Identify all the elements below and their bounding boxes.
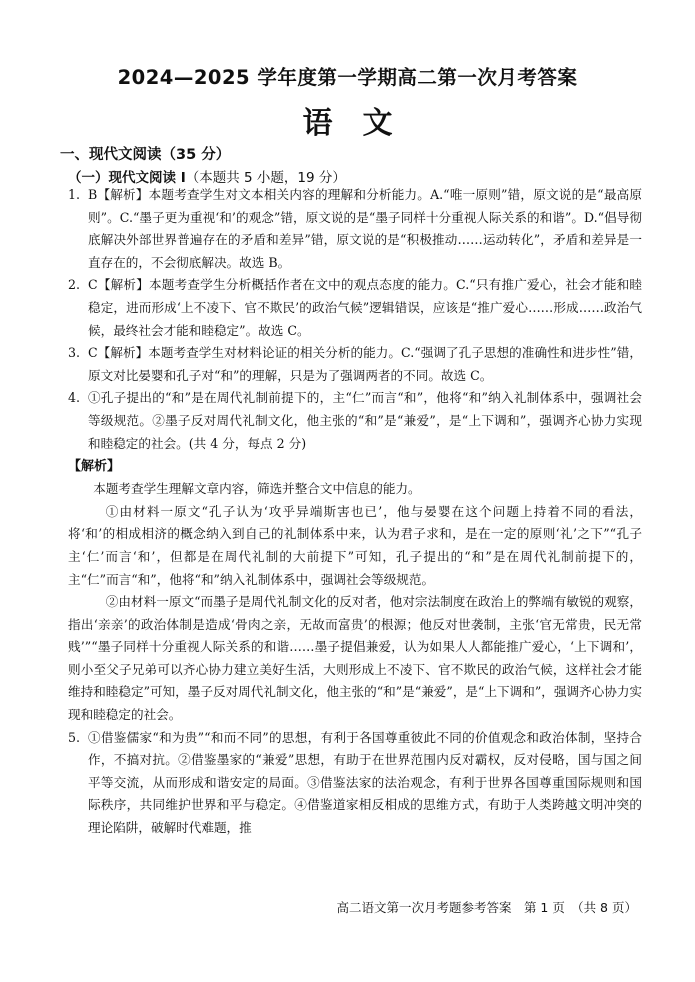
page-footer: 高二语文第一次月考题参考答案 第 1 页 （共 8 页）: [336, 900, 637, 915]
page-title: 2024—2025 学年度第一学期高二第一次月考答案: [117, 66, 578, 89]
analysis-paragraph-1: ①由材料一原文“孔子认为‘攻乎异端斯害也已’，他与晏婴在这个问题上持着不同的看法，将‘和’的相成相济的概念纳入到自己的礼制体系中来，认为君子求和，是在一定的原则‘礼’之下”“孔子主‘仁’而言‘和’，但都是在周代礼制的大前提下”可知，孔子提出的“和”是在周代礼制前提下的，主“仁”而言“和”，他将“和”纳入礼制体系中，强调社会等级规范。: [68, 503, 642, 587]
answer-body: [68, 184, 642, 840]
answer-item-3: [68, 342, 642, 387]
subsection-heading: [68, 166, 346, 186]
answer-item-4: [68, 387, 642, 455]
analysis-heading: 【解析】: [68, 459, 121, 475]
subject-title: 语文: [302, 106, 423, 141]
answer-item-1: [68, 184, 642, 274]
answer-item-2: [68, 274, 642, 342]
answer-item-5: [68, 727, 642, 840]
item-text: B【解析】本题考查学生对文本相关内容的理解和分析能力。A.“唯一原则”错，原文说的是“最高原则”。C.“墨子更为重视‘和’的观念”错，原文说的是“墨子同样十分重视人际关系的和谐”。D.“倡导彻底解决外部世界普遍存在的矛盾和差异”错，原文说的是“积极推动……运动转化”，矛盾和差异是一直存在的，不会彻底解决。故选 B。: [88, 187, 642, 270]
item-text: ①孔子提出的“和”是在周代礼制前提下的，主“仁”而言“和”，他将“和”纳入礼制体系中，强调社会等级规范。②墨子反对周代礼制文化，他主张的“和”是“兼爱”，是“上下调和”，强调齐心协力实现和睦稳定的社会。(共 4 分，每点 2 分): [88, 390, 642, 451]
item-text: ①借鉴儒家“和为贵”“和而不同”的思想，有利于各国尊重彼此不同的价值观念和政治体制，坚持合作，不搞对抗。②借鉴墨家的“兼爱”思想，有助于在世界范围内反对霸权，反对侵略，国与国之间平等交流，从而形成和谐安定的局面。③借鉴法家的法治观念，有利于世界各国尊重国际规则和国际秩序，共同维护世界和平与稳定。④借鉴道家相反相成的思维方式，有助于人类跨越文明冲突的理论陷阱，破解时代难题，推: [88, 729, 642, 836]
item-number: 4.: [68, 390, 81, 406]
item-text: C【解析】本题考查学生分析概括作者在文中的观点态度的能力。C.“只有推广爱心，社会才能和睦稳定，进而形成‘上不凌下、官不欺民’的政治气候”逻辑错误，应该是“推广爱心……形成……政治气候，最终社会才能和睦稳定”。故选 C。: [88, 277, 642, 338]
section-heading: 一、现代文阅读（35 分）: [60, 147, 231, 163]
item-number: 5.: [68, 729, 81, 745]
item-number: 2.: [68, 277, 81, 293]
subsection-label: （一）现代文阅读 I: [68, 170, 186, 186]
item-text: C【解析】本题考查学生对材料论证的相关分析的能力。C.“强调了孔子思想的准确性和进步性”错，原文对比晏婴和孔子对“和”的理解，只是为了强调两者的不同。故选 C。: [88, 345, 642, 383]
analysis-paragraph-2: ②由材料一原文“而墨子是周代礼制文化的反对者，他对宗法制度在政治上的弊端有敏锐的观察，指出‘亲亲’的政治体制是造成‘骨肉之亲，无故而富贵’的根源；他反对世袭制，主张‘官无常贵，民无常贱’”“墨子同样十分重视人际关系的和谐……墨子提倡兼爱，认为如果人人都能推广爱心，‘上下调和’，则小至父子兄弟可以齐心协力建立美好生活，大则形成上不凌下、官不欺民的政治气候，这样社会才能维持和睦稳定”可知，墨子反对周代礼制文化，他主张的“和”是“兼爱”，是“上下调和”，强调齐心协力实现和睦稳定的社会。: [68, 594, 643, 723]
analysis-intro: 本题考查学生理解文章内容，筛选并整合文中信息的能力。: [93, 481, 421, 497]
item-number: 1.: [68, 187, 81, 202]
item-number: 3.: [68, 345, 81, 361]
subsection-note: （本题共 5 小题，19 分）: [185, 170, 346, 186]
